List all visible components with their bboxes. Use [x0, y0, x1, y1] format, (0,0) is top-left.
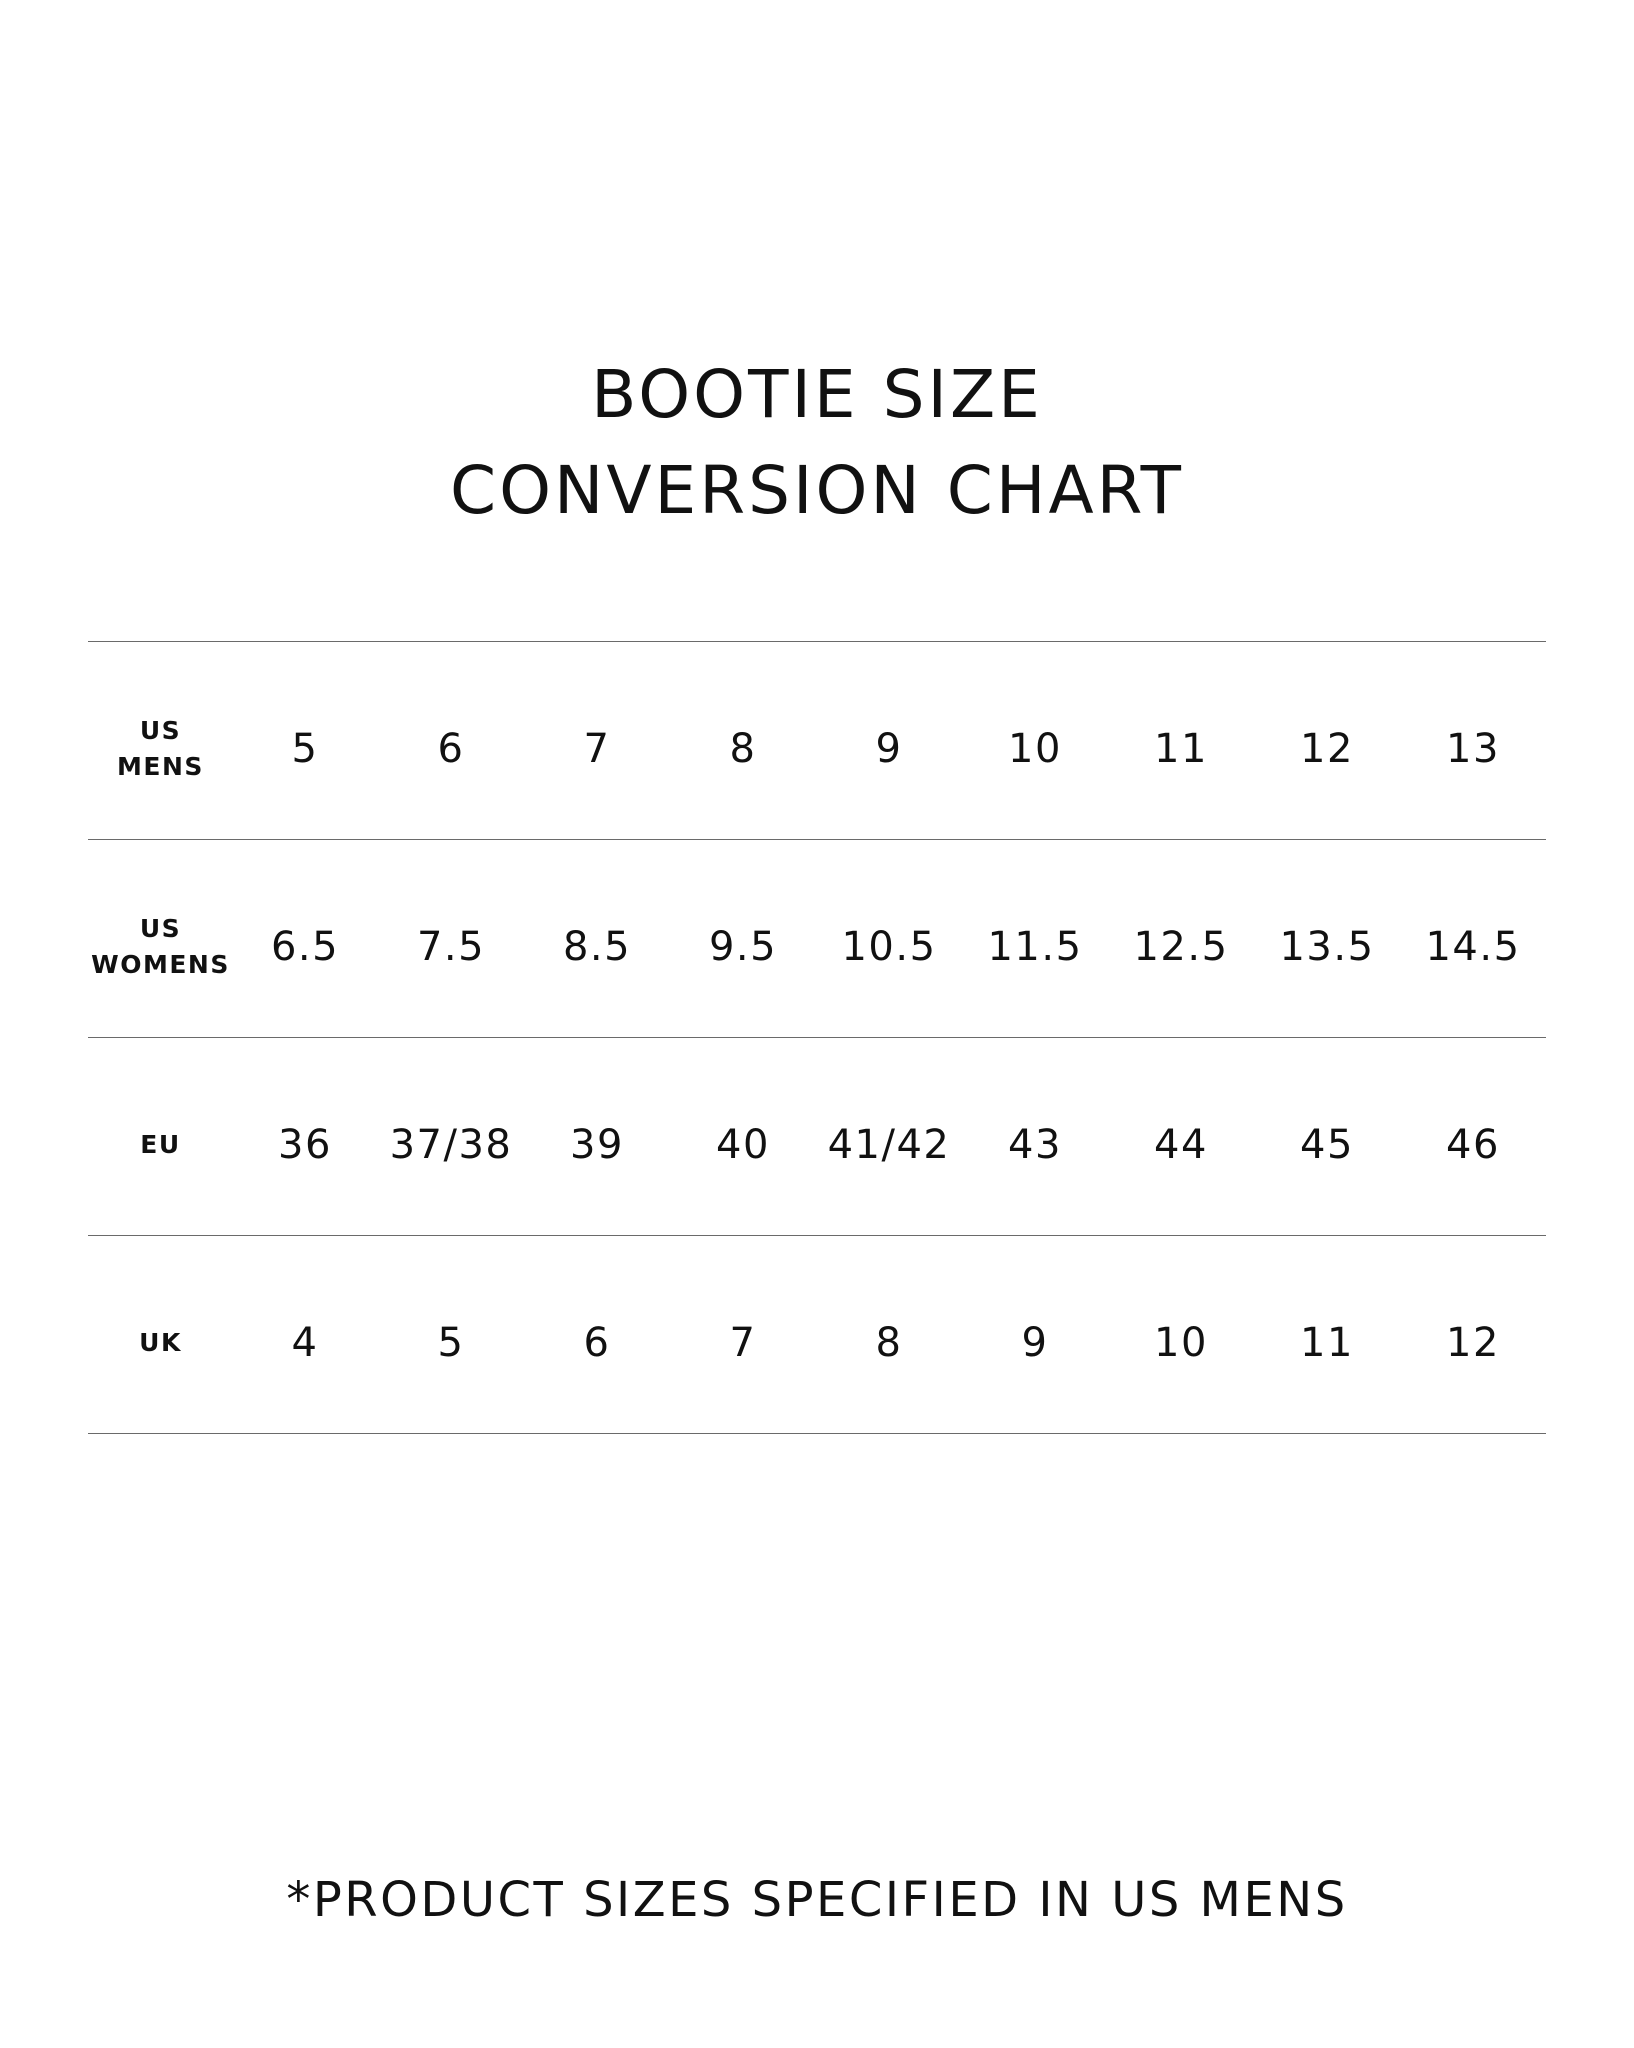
row-label-us-mens	[88, 650, 233, 848]
table-cell: 12	[1300, 726, 1354, 772]
table-cell: 8	[875, 1320, 903, 1366]
table-cell: 11	[1300, 1320, 1354, 1366]
table-row-uk	[88, 1244, 1546, 1442]
row-label-uk	[88, 1244, 233, 1442]
table-cell: 4	[291, 1320, 319, 1366]
table-cell: 9.5	[708, 924, 778, 970]
table-cell: 6	[583, 1320, 611, 1366]
table-cell: 12.5	[1133, 924, 1229, 970]
table-cell: 43	[1008, 1122, 1062, 1168]
footnote: *PRODUCT SIZES SPECIFIED IN US MENS	[286, 1872, 1348, 1928]
table-cell: 40	[716, 1122, 770, 1168]
chart-title-line-2: CONVERSION CHART	[449, 452, 1184, 529]
table-rule-top	[88, 641, 1546, 642]
table-cell: 7.5	[416, 924, 486, 970]
table-cell: 10	[1154, 1320, 1208, 1366]
table-cell: 37/38	[389, 1122, 513, 1168]
table-cell: 11	[1154, 726, 1208, 772]
table-cell: 7	[583, 726, 611, 772]
table-row-us-mens	[88, 650, 1546, 848]
table-cell: 9	[1021, 1320, 1049, 1366]
table-cell: 13.5	[1279, 924, 1375, 970]
row-label-line: WOMENS	[91, 950, 230, 979]
table-cell: 8.5	[562, 924, 632, 970]
table-cell: 41/42	[827, 1122, 951, 1168]
row-label-us-womens	[88, 848, 233, 1046]
table-cell: 46	[1446, 1122, 1500, 1168]
table-cell: 39	[570, 1122, 624, 1168]
table-cell: 6.5	[270, 924, 340, 970]
table-cell: 6	[437, 726, 465, 772]
table-cell: 10	[1008, 726, 1062, 772]
table-row-us-womens	[88, 848, 1546, 1046]
table-cell: 5	[437, 1320, 465, 1366]
table-cell: 9	[875, 726, 903, 772]
table-cell: 36	[278, 1122, 332, 1168]
table-cell: 7	[729, 1320, 757, 1366]
table-cell: 11.5	[987, 924, 1083, 970]
row-label-line: US	[139, 716, 182, 745]
table-cell: 44	[1154, 1122, 1208, 1168]
table-row-eu	[88, 1046, 1546, 1244]
row-label-line: UK	[139, 1328, 182, 1357]
row-label-line: MENS	[117, 752, 204, 781]
table-cell: 10.5	[841, 924, 937, 970]
table-cell: 12	[1446, 1320, 1500, 1366]
chart-title-line-1: BOOTIE SIZE	[591, 356, 1043, 433]
table-cell: 14.5	[1425, 924, 1521, 970]
table-cell: 5	[291, 726, 319, 772]
row-label-line: US	[139, 914, 182, 943]
row-label-eu	[88, 1046, 233, 1244]
table-cell: 45	[1300, 1122, 1354, 1168]
row-label-line: EU	[140, 1130, 181, 1159]
table-cell: 13	[1446, 726, 1500, 772]
table-cell: 8	[729, 726, 757, 772]
